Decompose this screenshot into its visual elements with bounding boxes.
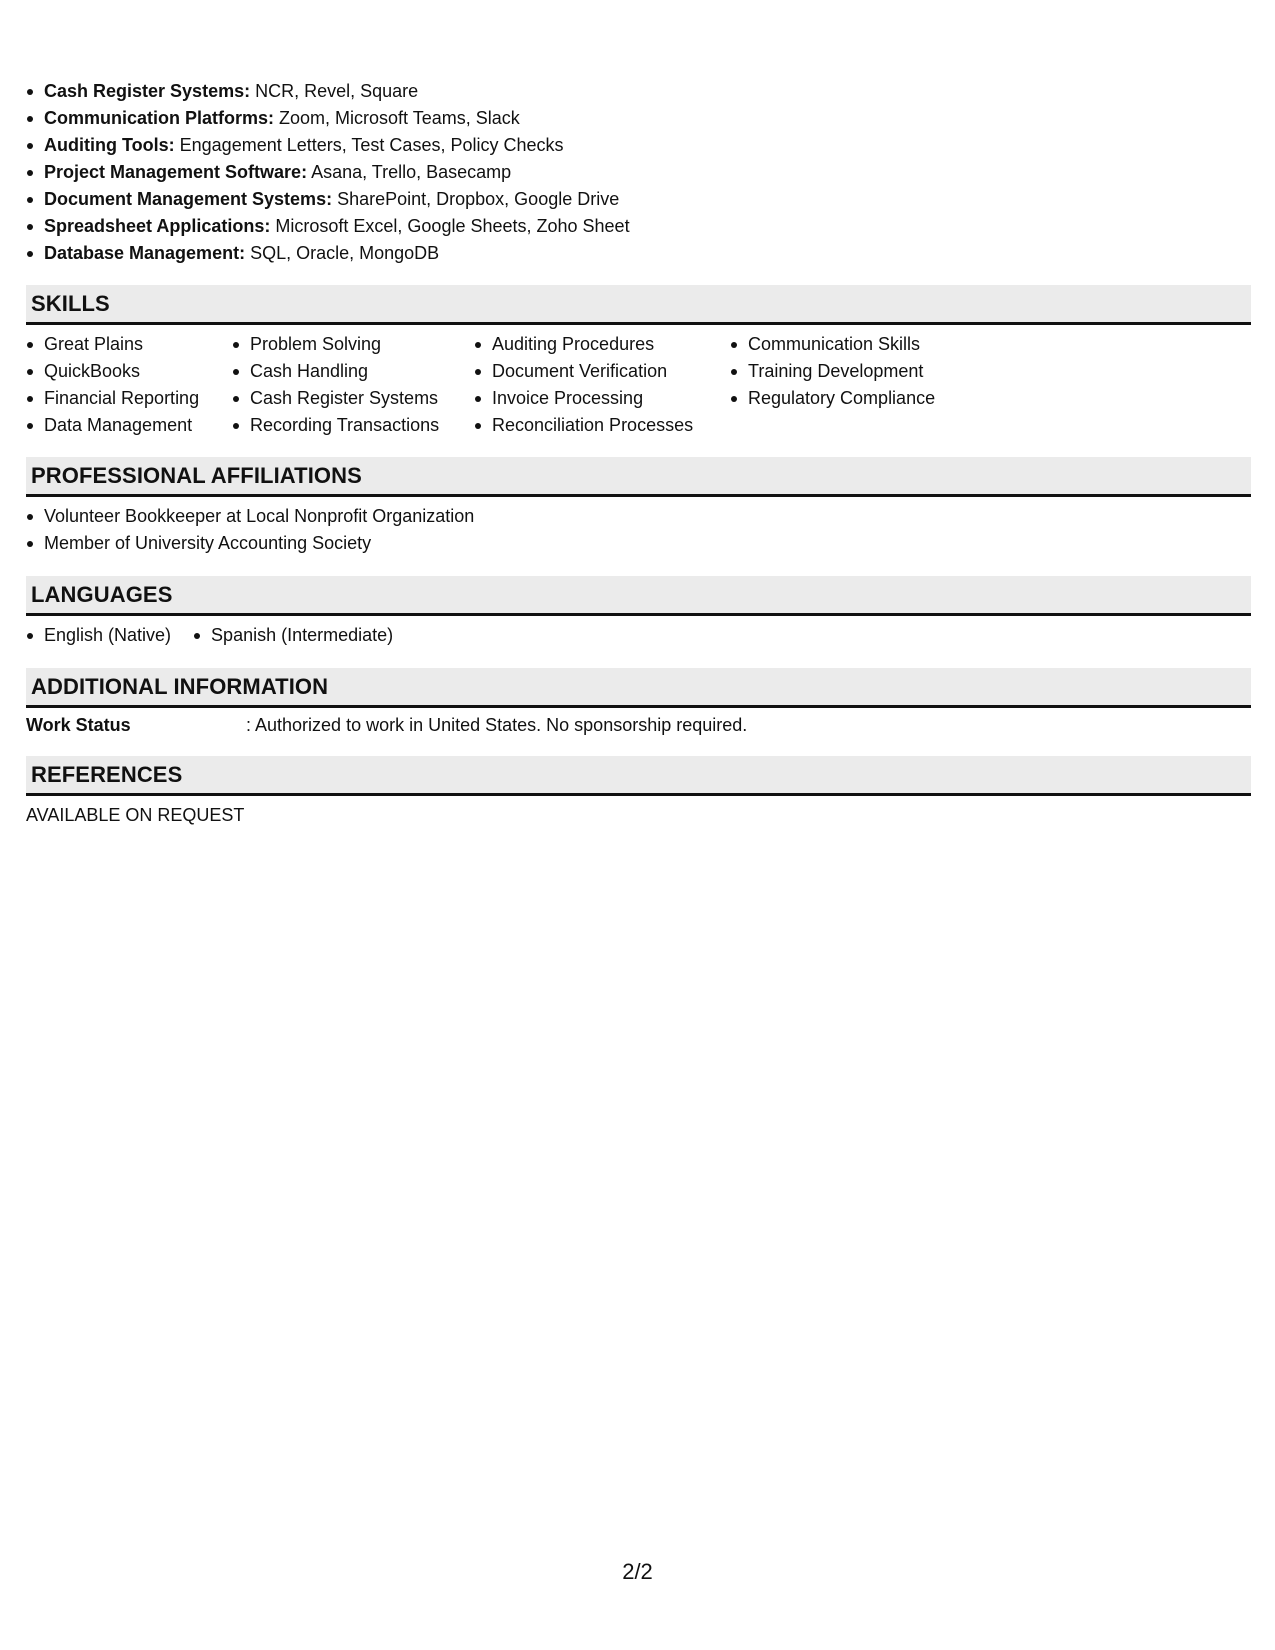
tools-list	[26, 78, 1251, 267]
skill-item: Recording Transactions	[232, 412, 452, 439]
tool-label: Database Management:	[44, 243, 246, 263]
tool-item	[26, 159, 1251, 186]
skill-item: Reconciliation Processes	[474, 412, 708, 439]
tool-label: Document Management Systems:	[44, 189, 333, 209]
affiliation-item: Member of University Accounting Society	[26, 530, 1251, 557]
tool-item	[26, 105, 1251, 132]
skill-item: QuickBooks	[26, 358, 210, 385]
resume-page	[26, 78, 1251, 829]
page-number: 2/2	[622, 1559, 653, 1584]
additional-info-section-header: ADDITIONAL INFORMATION	[26, 668, 1251, 708]
skills-column	[232, 331, 452, 439]
work-status-label: Work Status	[26, 715, 131, 735]
skills-section-header: SKILLS	[26, 285, 1251, 325]
tool-item	[26, 78, 1251, 105]
tool-label: Cash Register Systems:	[44, 81, 251, 101]
skills-grid	[26, 325, 1251, 439]
tool-value: Asana, Trello, Basecamp	[307, 162, 512, 182]
tool-label: Spreadsheet Applications:	[44, 216, 271, 236]
skill-item: Cash Handling	[232, 358, 452, 385]
skill-item: Training Development	[730, 358, 970, 385]
skill-item: Document Verification	[474, 358, 708, 385]
references-text: AVAILABLE ON REQUEST	[26, 805, 245, 825]
skill-item: Cash Register Systems	[232, 385, 452, 412]
tool-label: Auditing Tools:	[44, 135, 175, 155]
work-status-row	[26, 708, 1251, 739]
tool-value: Zoom, Microsoft Teams, Slack	[274, 108, 520, 128]
language-item: Spanish (Intermediate)	[193, 622, 393, 649]
work-status-value: : Authorized to work in United States. No sponsorship required.	[246, 715, 748, 735]
tool-item	[26, 213, 1251, 240]
tool-label: Project Management Software:	[44, 162, 308, 182]
affiliations-list	[26, 497, 1251, 557]
tool-item	[26, 132, 1251, 159]
skill-item: Communication Skills	[730, 331, 970, 358]
skills-column	[474, 331, 708, 439]
tool-item	[26, 186, 1251, 213]
affiliations-section-header: PROFESSIONAL AFFILIATIONS	[26, 457, 1251, 497]
tool-value: SQL, Oracle, MongoDB	[245, 243, 440, 263]
references-section-header: REFERENCES	[26, 756, 1251, 796]
skill-item: Great Plains	[26, 331, 210, 358]
tool-value: NCR, Revel, Square	[250, 81, 419, 101]
tool-value: SharePoint, Dropbox, Google Drive	[332, 189, 620, 209]
tool-item	[26, 240, 1251, 267]
languages-list	[26, 616, 1251, 649]
skill-item: Auditing Procedures	[474, 331, 708, 358]
affiliation-item: Volunteer Bookkeeper at Local Nonprofit Organization	[26, 503, 1251, 530]
tool-value: Engagement Letters, Test Cases, Policy Checks	[174, 135, 564, 155]
skills-column	[26, 331, 210, 439]
skill-item: Invoice Processing	[474, 385, 708, 412]
skill-item: Data Management	[26, 412, 210, 439]
skill-item: Problem Solving	[232, 331, 452, 358]
skill-item: Regulatory Compliance	[730, 385, 970, 412]
tool-label: Communication Platforms:	[44, 108, 275, 128]
tool-value: Microsoft Excel, Google Sheets, Zoho Sheet	[270, 216, 630, 236]
skills-column	[730, 331, 970, 439]
skill-item: Financial Reporting	[26, 385, 210, 412]
language-item: English (Native)	[26, 622, 171, 649]
languages-section-header: LANGUAGES	[26, 576, 1251, 616]
